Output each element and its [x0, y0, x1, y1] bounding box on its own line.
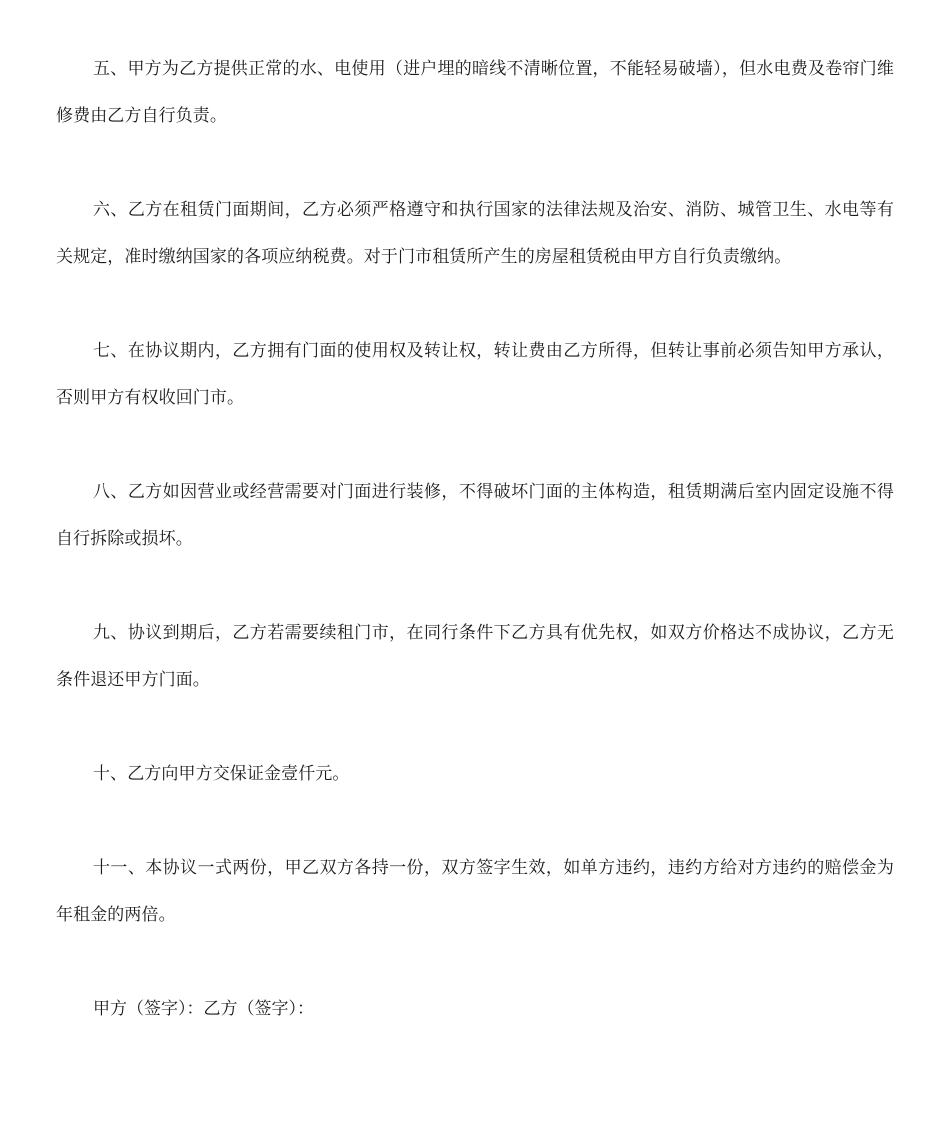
- document-page: [56, 46, 894, 1033]
- signature-line: 甲方（签字）：乙方（签字）：: [93, 999, 314, 1019]
- clause-8: 八、乙方如因营业或经营需要对门面进行装修，不得破坏门面的主体构造，租赁期满后室内固定设施不得自行拆除或损坏。: [56, 482, 894, 549]
- clause-10: 十、乙方向甲方交保证金壹仟元。: [93, 764, 350, 784]
- clause-9: 九、协议到期后，乙方若需要续租门市，在同行条件下乙方具有优先权，如双方价格达不成协议，乙方无条件退还甲方门面。: [56, 623, 894, 690]
- clause-7: 七、在协议期内，乙方拥有门面的使用权及转让权，转让费由乙方所得，但转让事前必须告知甲方承认，否则甲方有权收回门市。: [56, 341, 894, 408]
- clause-11: 十一、本协议一式两份，甲乙双方各持一份，双方签字生效，如单方违约，违约方给对方违约的赔偿金为年租金的两倍。: [56, 858, 894, 925]
- clause-6: 六、乙方在租赁门面期间，乙方必须严格遵守和执行国家的法律法规及治安、消防、城管卫生、水电等有关规定，准时缴纳国家的各项应纳税费。对于门市租赁所产生的房屋租赁税由甲方自行负责缴纳。: [56, 200, 894, 267]
- clause-5: 五、甲方为乙方提供正常的水、电使用（进户埋的暗线不清晰位置，不能轻易破墙），但水电费及卷帘门维修费由乙方自行负责。: [56, 59, 894, 126]
